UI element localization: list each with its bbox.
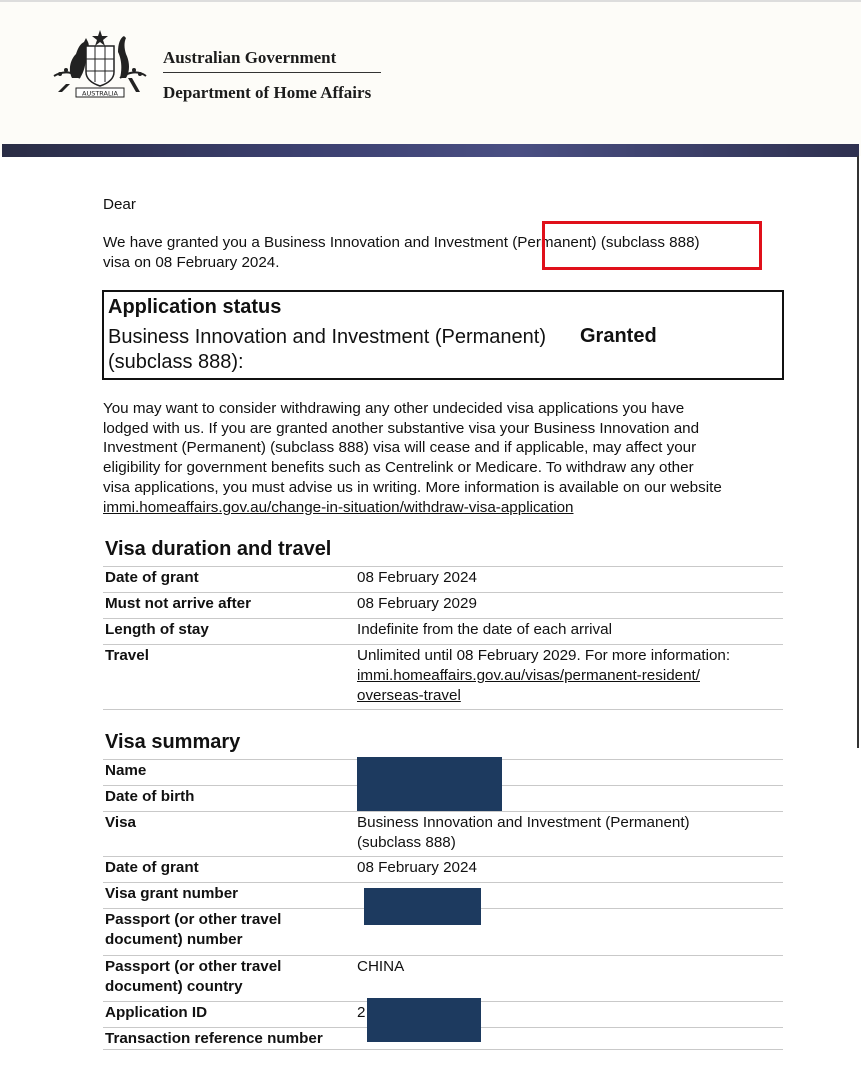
- row-value: 08 February 2024: [357, 569, 477, 586]
- row-value: 2: [357, 1004, 366, 1021]
- letterhead: [0, 0, 861, 156]
- row-label: Must not arrive after: [105, 595, 252, 612]
- row-label: Travel: [105, 647, 149, 664]
- row-label: Visa: [105, 814, 136, 831]
- row-label: Transaction reference number: [105, 1030, 323, 1047]
- duration-title: Visa duration and travel: [105, 538, 332, 560]
- row-value: Business Innovation and Investment (Permanent) (subclass 888): [357, 814, 690, 851]
- row-value: CHINA: [357, 958, 405, 975]
- row-label: Date of grant: [105, 859, 199, 876]
- travel-link[interactable]: immi.homeaffairs.gov.au/visas/permanent-resident/ overseas-travel: [357, 667, 700, 704]
- travel-text: Unlimited until 08 February 2029. For more information:: [357, 647, 731, 664]
- redaction-block: [367, 998, 481, 1042]
- row-label: Application ID: [105, 1004, 208, 1021]
- grant-line-2: visa on 08 February 2024.: [103, 254, 280, 271]
- table-row: [103, 811, 783, 856]
- department-name: Department of Home Affairs: [163, 83, 372, 102]
- row-value: 08 February 2024: [357, 859, 477, 876]
- table-divider: [103, 1049, 783, 1050]
- header-top-line: [0, 0, 861, 2]
- table-row: [103, 856, 783, 882]
- row-label: Passport (or other travel document) number: [105, 911, 282, 948]
- advice-line-2: lodged with us. If you are granted another substantive visa your Business Innovation and: [103, 420, 700, 437]
- status-value: Granted: [580, 325, 657, 347]
- application-status-box: [102, 290, 784, 380]
- row-label: Date of birth: [105, 788, 195, 805]
- table-row: [103, 566, 783, 592]
- salutation: Dear: [103, 196, 136, 213]
- coat-of-arms-logo: [50, 26, 150, 102]
- row-label: Visa grant number: [105, 885, 239, 902]
- highlight-box: [542, 221, 762, 270]
- table-row: [103, 618, 783, 644]
- row-value: Indefinite from the date of each arrival: [357, 621, 612, 638]
- row-label: Date of grant: [105, 569, 199, 586]
- advice-line-3: Investment (Permanent) (subclass 888) visa will cease and if applicable, may affect your: [103, 439, 697, 456]
- row-label: Length of stay: [105, 621, 209, 638]
- table-row: [103, 644, 783, 709]
- advice-line-4: eligibility for government benefits such as Centrelink or Medicare. To withdraw any other: [103, 459, 694, 476]
- redaction-block: [357, 757, 502, 811]
- withdraw-link[interactable]: immi.homeaffairs.gov.au/change-in-situation/withdraw-visa-application: [103, 499, 574, 516]
- row-value: [357, 646, 777, 706]
- redaction-block: [364, 888, 481, 925]
- advice-line-1: You may want to consider withdrawing any other undecided visa applications you have: [103, 400, 685, 417]
- duration-table: [103, 566, 783, 709]
- table-row: [103, 955, 783, 1001]
- government-name: Australian Government: [163, 48, 337, 67]
- advice-line-5: visa applications, you must advise us in writing. More information is available on our website: [103, 479, 722, 496]
- page-edge: [857, 156, 859, 748]
- grant-line-1: We have granted you a Business Innovation and Investment (Permanent) (subclass 888): [103, 234, 700, 251]
- table-row: [103, 592, 783, 618]
- status-visa-name: Business Innovation and Investment (Permanent) (subclass 888):: [108, 326, 547, 373]
- row-value: 08 February 2029: [357, 595, 477, 612]
- crest-scroll-text: AUSTRALIA: [82, 89, 118, 98]
- status-title: Application status: [108, 296, 282, 318]
- row-label: Name: [105, 762, 147, 779]
- header-color-bar: [2, 144, 859, 157]
- table-divider: [103, 709, 783, 710]
- letterhead-rule: [163, 72, 381, 73]
- row-label: Passport (or other travel document) country: [105, 958, 282, 995]
- summary-title: Visa summary: [105, 731, 241, 753]
